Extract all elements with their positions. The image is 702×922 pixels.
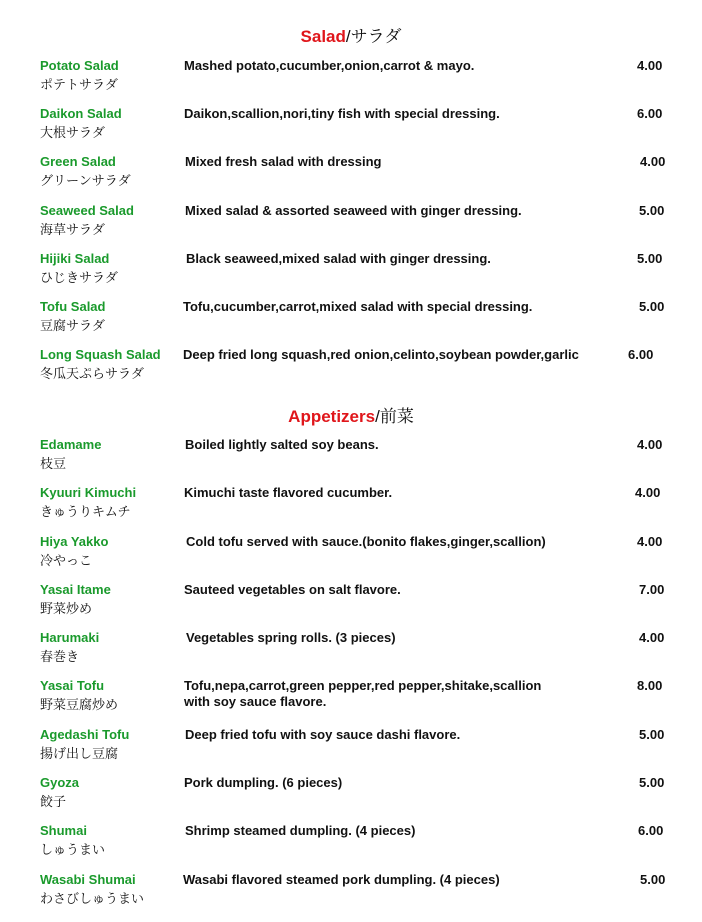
item-price: 7.00 xyxy=(639,582,665,597)
item-description: Pork dumpling. (6 pieces) xyxy=(184,775,343,790)
salad-heading xyxy=(0,22,702,47)
salad-heading-jp: /サラダ xyxy=(345,27,402,46)
item-name: Green Salad xyxy=(40,154,116,169)
item-description: Tofu,cucumber,carrot,mixed salad with special dressing. xyxy=(183,299,533,314)
menu-item xyxy=(0,678,702,722)
item-name: Harumaki xyxy=(40,630,100,645)
item-name-jp: 冷やっこ xyxy=(40,553,93,568)
menu-item xyxy=(0,347,702,391)
menu-item xyxy=(0,727,702,771)
item-name-jp: ひじきサラダ xyxy=(40,270,118,285)
item-description: Shrimp steamed dumpling. (4 pieces) xyxy=(185,823,416,838)
menu-item xyxy=(0,630,702,674)
item-name: Agedashi Tofu xyxy=(40,727,130,742)
menu-item xyxy=(0,154,702,198)
item-name: Potato Salad xyxy=(40,58,119,73)
item-name-jp: 冬瓜天ぷらサラダ xyxy=(40,366,144,381)
item-name: Kyuuri Kimuchi xyxy=(40,485,137,500)
item-price: 5.00 xyxy=(639,203,665,218)
item-description: Deep fried long squash,red onion,celinto,soybean powder,garlic xyxy=(183,347,579,362)
item-name: Daikon Salad xyxy=(40,106,122,121)
menu-item xyxy=(0,485,702,529)
item-name: Tofu Salad xyxy=(40,299,106,314)
item-price: 4.00 xyxy=(637,58,663,73)
item-description: Wasabi flavored steamed pork dumpling. (4 pieces) xyxy=(183,872,500,887)
item-price: 5.00 xyxy=(637,251,663,266)
item-name: Gyoza xyxy=(40,775,80,790)
item-price: 5.00 xyxy=(639,299,665,314)
menu-item xyxy=(0,106,702,150)
item-description: Mixed salad & assorted seaweed with ginger dressing. xyxy=(185,203,522,218)
item-description: Deep fried tofu with soy sauce dashi flavore. xyxy=(185,727,461,742)
item-name: Edamame xyxy=(40,437,102,452)
item-name: Yasai Itame xyxy=(40,582,111,597)
appetizers-heading-en: Appetizers xyxy=(288,407,376,426)
item-price: 4.00 xyxy=(639,630,665,645)
item-name-jp: 大根サラダ xyxy=(40,125,105,140)
item-description: Daikon,scallion,nori,tiny fish with special dressing. xyxy=(184,106,500,121)
item-description: Black seaweed,mixed salad with ginger dressing. xyxy=(186,251,491,266)
item-name: Yasai Tofu xyxy=(40,678,105,693)
appetizers-heading-jp: /前菜 xyxy=(375,407,414,426)
menu-item xyxy=(0,203,702,247)
item-price: 4.00 xyxy=(635,485,661,500)
item-name-jp: 枝豆 xyxy=(40,456,67,471)
item-name-jp: わさびしゅうまい xyxy=(40,891,145,906)
item-name: Seaweed Salad xyxy=(40,203,134,218)
item-name-jp: 揚げ出し豆腐 xyxy=(40,746,119,761)
item-name-jp: 野菜炒め xyxy=(40,601,93,616)
item-description: Tofu,nepa,carrot,green pepper,red pepper,shitake,scallion with soy sauce flavore. xyxy=(184,678,542,709)
item-description: Kimuchi taste flavored cucumber. xyxy=(184,485,393,500)
item-name: Long Squash Salad xyxy=(40,347,161,362)
item-name-jp: きゅうりキムチ xyxy=(40,504,131,519)
menu-item xyxy=(0,775,702,819)
appetizers-heading xyxy=(0,402,702,427)
item-name-jp: 春巻き xyxy=(40,649,80,664)
item-name-jp: グリーンサラダ xyxy=(40,173,131,188)
item-name-jp: 海草サラダ xyxy=(40,222,105,237)
item-price: 6.00 xyxy=(638,823,664,838)
item-name-jp: 豆腐サラダ xyxy=(40,318,105,333)
menu-item xyxy=(0,299,702,343)
item-description: Sauteed vegetables on salt flavore. xyxy=(184,582,401,597)
item-name: Shumai xyxy=(40,823,87,838)
menu-item xyxy=(0,251,702,295)
item-name-jp: ポテトサラダ xyxy=(40,77,118,92)
item-name-jp: 野菜豆腐炒め xyxy=(40,697,119,712)
item-price: 8.00 xyxy=(637,678,663,693)
menu-item xyxy=(0,872,702,916)
item-name: Hiya Yakko xyxy=(40,534,109,549)
menu-item xyxy=(0,58,702,102)
item-price: 4.00 xyxy=(637,437,663,452)
item-name-jp: 餃子 xyxy=(40,794,67,809)
item-description: Vegetables spring rolls. (3 pieces) xyxy=(186,630,396,645)
item-price: 6.00 xyxy=(637,106,663,121)
item-name-jp: しゅうまい xyxy=(40,842,106,857)
menu-item xyxy=(0,582,702,626)
item-price: 5.00 xyxy=(640,872,666,887)
item-description: Mixed fresh salad with dressing xyxy=(185,154,382,169)
item-price: 4.00 xyxy=(640,154,666,169)
menu-item xyxy=(0,534,702,578)
item-price: 5.00 xyxy=(639,727,665,742)
item-price: 5.00 xyxy=(639,775,665,790)
salad-heading-en: Salad xyxy=(300,27,346,46)
item-name: Wasabi Shumai xyxy=(40,872,136,887)
item-description: Cold tofu served with sauce.(bonito flakes,ginger,scallion) xyxy=(186,534,546,549)
item-price: 6.00 xyxy=(628,347,654,362)
item-description: Boiled lightly salted soy beans. xyxy=(185,437,379,452)
item-name: Hijiki Salad xyxy=(40,251,110,266)
menu-item xyxy=(0,823,702,867)
item-description: Mashed potato,cucumber,onion,carrot & mayo. xyxy=(184,58,475,73)
item-price: 4.00 xyxy=(637,534,663,549)
menu-item xyxy=(0,437,702,481)
